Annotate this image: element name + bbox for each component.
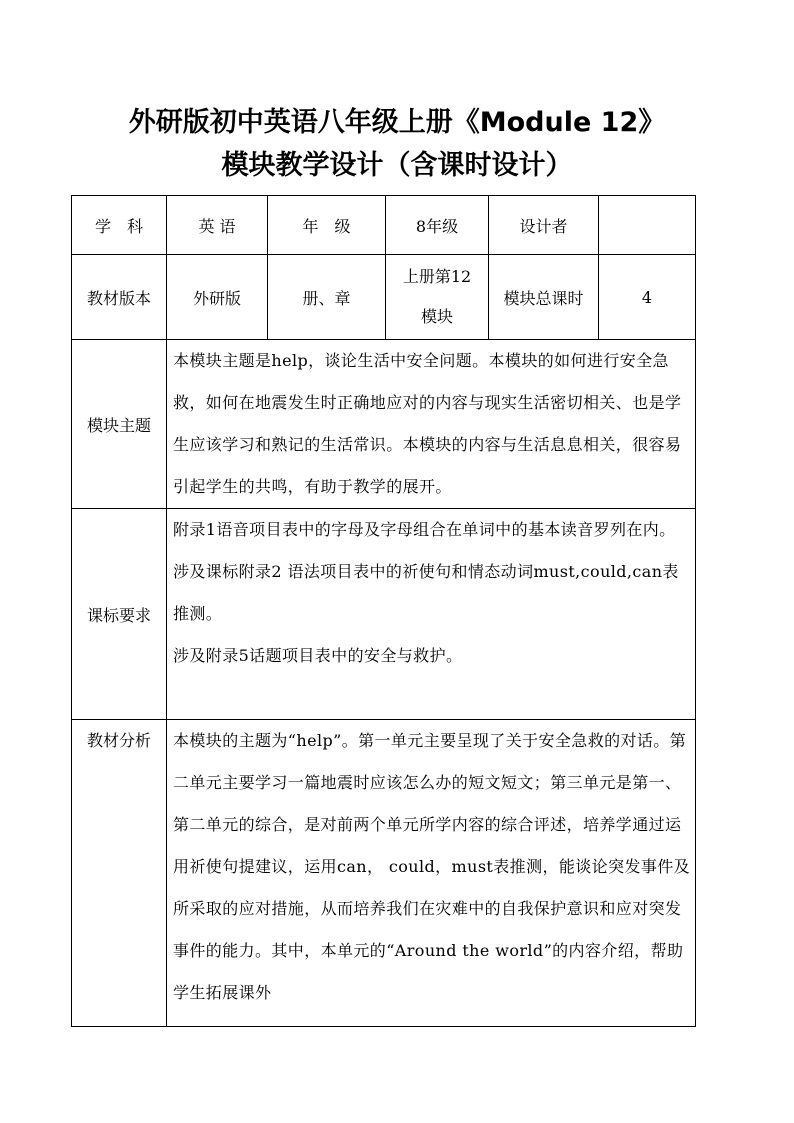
total-hours-value: 4 xyxy=(599,255,696,340)
table-row-edition xyxy=(72,255,696,340)
volume-label: 册、章 xyxy=(268,255,386,340)
standards-paragraph-2: 涉及课标附录2 语法项目表中的祈使句和情态动词must,could,can表推测。 xyxy=(173,562,679,623)
grade-value: 8年级 xyxy=(386,196,489,255)
document-title-line2: 模块教学设计（含课时设计） xyxy=(221,150,573,181)
lesson-design-table xyxy=(71,195,696,1027)
table-row-standards xyxy=(72,509,696,720)
theme-label: 模块主题 xyxy=(72,340,167,509)
subject-value: 英 语 xyxy=(167,196,268,255)
edition-value: 外研版 xyxy=(167,255,268,340)
document-title-line1: 外研版初中英语八年级上册《Module 12》 xyxy=(128,107,666,138)
edition-label: 教材版本 xyxy=(72,255,167,340)
total-hours-label: 模块总课时 xyxy=(489,255,599,340)
volume-value-line1: 上册第12 xyxy=(402,267,472,286)
table-row-basic-info xyxy=(72,196,696,255)
volume-value xyxy=(386,255,489,340)
table-row-theme xyxy=(72,340,696,509)
theme-text: 本模块主题是help，谈论生活中安全问题。本模块的如何进行安全急救，如何在地震发生时正确地应对的内容与现实生活密切相关、也是学生应该学习和熟记的生活常识。本模块的内容与生活息息相关，很容易引起学生的共鸣，有助于教学的展开。 xyxy=(167,340,696,509)
designer-label: 设计者 xyxy=(489,196,599,255)
table-row-analysis xyxy=(72,720,696,1027)
standards-paragraph-3: 涉及附录5话题项目表中的安全与救护。 xyxy=(173,646,463,665)
subject-label: 学 科 xyxy=(72,196,167,255)
standards-text xyxy=(167,509,696,720)
volume-value-line2: 模块 xyxy=(420,307,453,326)
grade-label: 年 级 xyxy=(268,196,386,255)
designer-value xyxy=(599,196,696,255)
standards-label: 课标要求 xyxy=(72,509,167,720)
analysis-label: 教材分析 xyxy=(72,720,167,1027)
standards-paragraph-1: 附录1语音项目表中的字母及字母组合在单词中的基本读音罗列在内。 xyxy=(173,520,676,539)
analysis-text: 本模块的主题为“help”。第一单元主要呈现了关于安全急救的对话。第二单元主要学习一篇地震时应该怎么办的短文短文；第三单元是第一、第二单元的综合，是对前两个单元所学内容的综合评述，培养学通过运用祈使句提建议，运用can， could，must表推测，能谈论突发事件及所采取的应对措施，从而培养我们在灾难中的自我保护意识和应对突发事件的能力。其中，本单元的“Around the world”的内容介绍，帮助学生拓展课外 xyxy=(167,720,696,1027)
